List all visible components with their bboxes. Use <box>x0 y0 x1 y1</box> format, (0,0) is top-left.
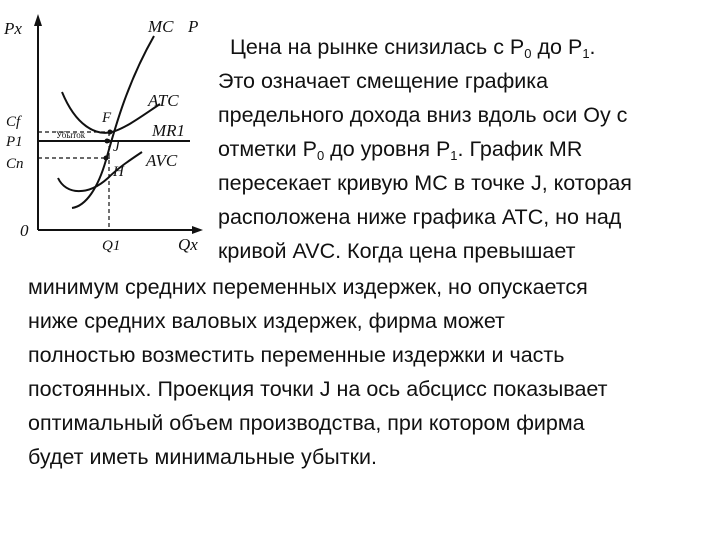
point-j-dot <box>105 139 110 144</box>
atc-label: ATC <box>148 91 179 110</box>
point-j-label: J <box>113 139 120 155</box>
paragraph-bottom <box>28 270 608 474</box>
text-line: будет иметь минимальные убытки. <box>28 445 377 469</box>
text-line <box>218 30 632 64</box>
point-f-dot <box>108 130 113 135</box>
text-line <box>218 200 632 234</box>
text-line <box>218 234 632 268</box>
axis-y-label: Px <box>4 19 22 38</box>
y-axis-arrow <box>34 14 42 26</box>
text-line: оптимальный объем производства, при котором фирма <box>28 411 585 435</box>
mc-curve <box>72 36 154 208</box>
avc-label: AVC <box>146 151 178 170</box>
text-segment: кривой AVC. Когда цена превышает <box>218 239 576 263</box>
text-segment: предельного дохода вниз вдоль оси Oy с <box>218 103 628 127</box>
text-line: ниже средних валовых издержек, фирма может <box>28 309 505 333</box>
subscript: 1 <box>450 148 458 163</box>
text-line: полностью возместить переменные издержки и часть <box>28 343 565 367</box>
point-h-dot <box>104 156 109 161</box>
origin-label: 0 <box>20 221 29 240</box>
text-line <box>218 166 632 200</box>
text-segment: расположена ниже графика АТС, но над <box>218 205 622 229</box>
mc-label: MC <box>148 17 174 36</box>
firm-loss-diagram <box>0 0 205 262</box>
q1-label: Q1 <box>102 238 121 254</box>
mr1-label: MR1 <box>152 121 186 140</box>
text-segment: до P <box>531 35 583 59</box>
text-line: постоянных. Проекция точки J на ось абсцисс показывает <box>28 377 608 401</box>
avc-curve <box>58 152 142 191</box>
text-segment: . График MR <box>457 137 583 161</box>
text-line <box>218 132 632 166</box>
paragraph-top <box>218 30 632 268</box>
text-segment: до уровня P <box>324 137 451 161</box>
text-segment: Цена на рынке снизилась с P <box>218 35 525 59</box>
cn-label: Cn <box>6 156 24 172</box>
x-axis-arrow <box>192 226 203 234</box>
subscript: 0 <box>316 148 325 163</box>
point-h-label: H <box>113 164 124 180</box>
text-line <box>218 64 632 98</box>
subscript: 0 <box>524 46 532 61</box>
p1-label: P1 <box>6 134 23 150</box>
cf-label: Cf <box>6 114 21 130</box>
axis-x-label: Qx <box>178 235 198 254</box>
loss-label: Убыток <box>56 130 86 140</box>
text-segment: . <box>589 35 596 59</box>
text-segment: пересекает кривую МС в точке J, которая <box>218 171 632 195</box>
text-segment: Это означает смещение графика <box>218 69 549 93</box>
text-segment: отметки P <box>218 137 317 161</box>
point-f-label: F <box>102 110 112 126</box>
text-line: минимум средних переменных издержек, но опускается <box>28 275 588 299</box>
top-right-label: P <box>188 17 199 36</box>
text-line <box>218 98 632 132</box>
subscript: 1 <box>582 46 590 61</box>
